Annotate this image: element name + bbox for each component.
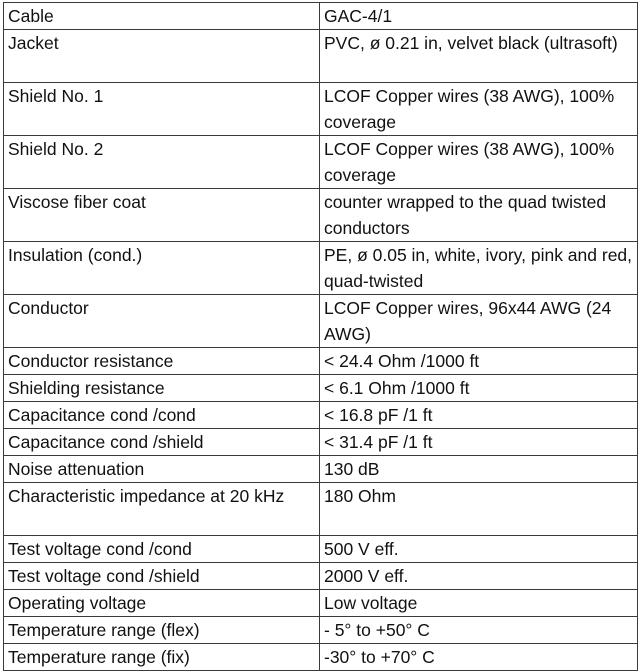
spec-label: Capacitance cond /shield (4, 429, 320, 456)
spec-value: LCOF Copper wires (38 AWG), 100% coverage (320, 83, 638, 136)
spec-value: 130 dB (320, 456, 638, 483)
spec-label: Temperature range (flex) (4, 617, 320, 644)
spec-value: counter wrapped to the quad twisted conductors (320, 189, 638, 242)
spec-value: PE, ø 0.05 in, white, ivory, pink and red, quad-twisted (320, 242, 638, 295)
spec-row (4, 136, 638, 189)
spec-value: - 5° to +50° C (320, 617, 638, 644)
spec-value: GAC-4/1 (320, 3, 638, 30)
spec-label: Shield No. 1 (4, 83, 320, 136)
spec-value: < 16.8 pF /1 ft (320, 402, 638, 429)
spec-value: Low voltage (320, 590, 638, 617)
spec-label: Test voltage cond /cond (4, 536, 320, 563)
spec-row (4, 402, 638, 429)
spec-label: Conductor (4, 295, 320, 348)
spec-row (4, 617, 638, 644)
spec-value: 500 V eff. (320, 536, 638, 563)
spec-row (4, 3, 638, 30)
spec-label: Viscose fiber coat (4, 189, 320, 242)
spec-value: 2000 V eff. (320, 563, 638, 590)
spec-row (4, 456, 638, 483)
spec-value: -30° to +70° C (320, 644, 638, 671)
spec-row (4, 30, 638, 83)
spec-value: 180 Ohm (320, 483, 638, 536)
spec-label: Conductor resistance (4, 348, 320, 375)
spec-row (4, 429, 638, 456)
spec-label: Characteristic impedance at 20 kHz (4, 483, 320, 536)
spec-row (4, 83, 638, 136)
spec-value: < 6.1 Ohm /1000 ft (320, 375, 638, 402)
spec-label: Cable (4, 3, 320, 30)
spec-label: Test voltage cond /shield (4, 563, 320, 590)
spec-row (4, 242, 638, 295)
spec-label: Jacket (4, 30, 320, 83)
spec-value: PVC, ø 0.21 in, velvet black (ultrasoft) (320, 30, 638, 83)
spec-row (4, 189, 638, 242)
spec-label: Insulation (cond.) (4, 242, 320, 295)
spec-label: Capacitance cond /cond (4, 402, 320, 429)
spec-label: Shield No. 2 (4, 136, 320, 189)
spec-row (4, 295, 638, 348)
spec-label: Operating voltage (4, 590, 320, 617)
spec-row (4, 563, 638, 590)
spec-value: LCOF Copper wires (38 AWG), 100% coverage (320, 136, 638, 189)
spec-row (4, 483, 638, 536)
spec-row (4, 590, 638, 617)
spec-label: Noise attenuation (4, 456, 320, 483)
spec-row (4, 375, 638, 402)
spec-value: < 24.4 Ohm /1000 ft (320, 348, 638, 375)
spec-row (4, 348, 638, 375)
spec-row (4, 644, 638, 671)
spec-label: Temperature range (fix) (4, 644, 320, 671)
specs-table-body (4, 3, 638, 671)
spec-label: Shielding resistance (4, 375, 320, 402)
cable-specs-table (3, 2, 638, 671)
spec-value: < 31.4 pF /1 ft (320, 429, 638, 456)
spec-value: LCOF Copper wires, 96x44 AWG (24 AWG) (320, 295, 638, 348)
spec-row (4, 536, 638, 563)
